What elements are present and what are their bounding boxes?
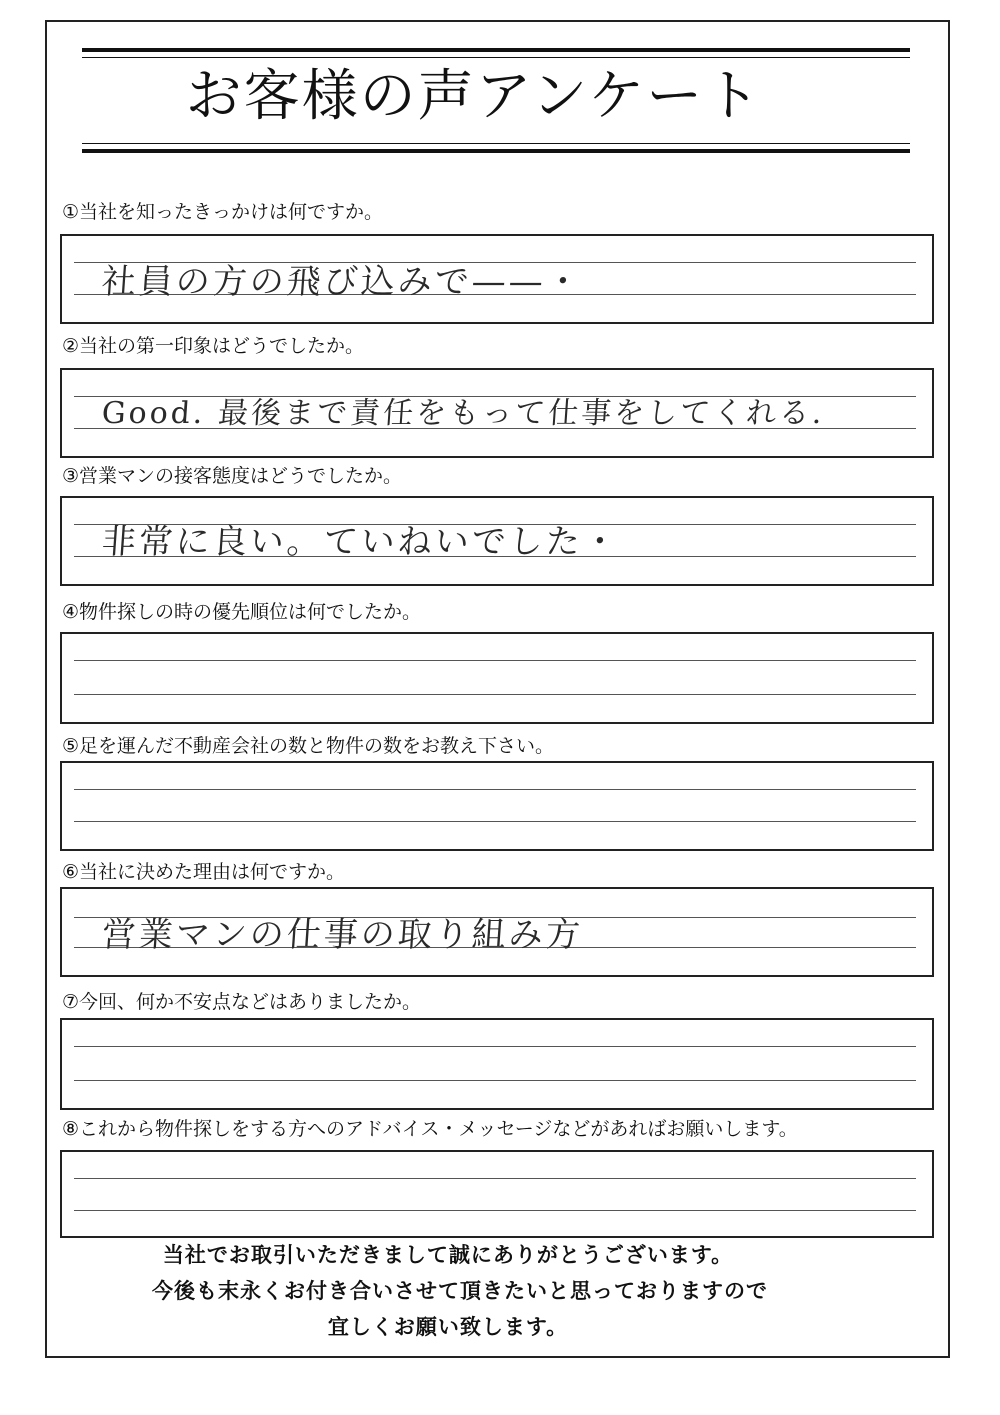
question-5-answer-box[interactable] <box>60 761 934 851</box>
question-2-answer-box[interactable] <box>60 368 934 458</box>
question-3-label: ③営業マンの接客態度はどうでしたか。 <box>62 465 403 487</box>
question-1-answer-box[interactable] <box>60 234 934 324</box>
question-6-answer-box[interactable] <box>60 887 934 977</box>
question-3-answer: 非常に良い。ていねいでした・ <box>100 522 622 562</box>
answer-line <box>74 1080 916 1081</box>
question-5-label: ⑤足を運んだ不動産会社の数と物件の数をお教え下さい。 <box>62 735 555 757</box>
answer-line <box>74 1178 916 1179</box>
question-7-answer-box[interactable] <box>60 1018 934 1110</box>
answer-line <box>74 660 916 661</box>
question-1-answer: 社員の方の飛び込みで——・ <box>100 262 585 302</box>
question-3-answer-box[interactable] <box>60 496 934 586</box>
question-2-label: ②当社の第一印象はどうでしたか。 <box>62 335 365 357</box>
question-6-answer: 営業マンの仕事の取り組み方 <box>100 915 585 955</box>
answer-line <box>74 1210 916 1211</box>
question-4-label: ④物件探しの時の優先順位は何でしたか。 <box>62 601 422 623</box>
question-4-answer-box[interactable] <box>60 632 934 724</box>
form-title: お客様の声アンケート <box>185 64 763 129</box>
question-1-label: ①当社を知ったきっかけは何ですか。 <box>62 201 384 223</box>
answer-line <box>74 789 916 790</box>
closing-line-3: 宜しくお願い致します。 <box>327 1315 569 1339</box>
title-rule-bottom-thick <box>82 149 910 153</box>
question-2-answer: Good. 最後まで責任をもって仕事をしてくれる. <box>100 396 826 431</box>
question-7-label: ⑦今回、何か不安点などはありましたか。 <box>62 991 422 1013</box>
answer-line <box>74 821 916 822</box>
closing-line-1: 当社でお取引いただきまして誠にありがとうございます。 <box>162 1243 734 1267</box>
answer-line <box>74 694 916 695</box>
question-8-label: ⑧これから物件探しをする方へのアドバイス・メッセージなどがあればお願いします。 <box>62 1118 798 1140</box>
question-8-answer-box[interactable] <box>60 1150 934 1238</box>
answer-line <box>74 1046 916 1047</box>
title-rule-bottom-thin <box>82 143 910 144</box>
question-6-label: ⑥当社に決めた理由は何ですか。 <box>62 861 346 883</box>
closing-line-2: 今後も末永くお付き合いさせて頂きたいと思っておりますので <box>152 1279 768 1303</box>
